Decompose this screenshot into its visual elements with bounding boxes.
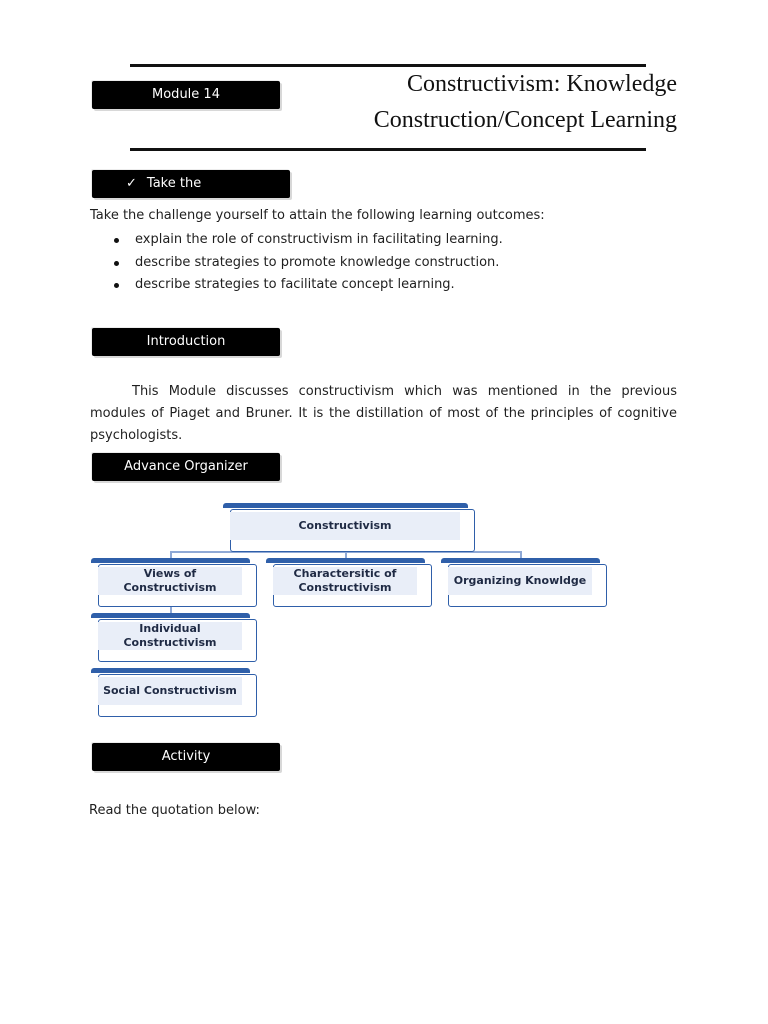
bullet-icon	[114, 283, 119, 288]
bullet-icon	[114, 261, 119, 266]
outcome-text: explain the role of constructivism in facilitating learning.	[135, 232, 503, 247]
introduction-tag: Introduction	[92, 328, 280, 356]
list-item	[110, 229, 503, 252]
challenge-intro: Take the challenge yourself to attain the following learning outcomes:	[90, 208, 545, 223]
outcomes-list	[110, 229, 503, 297]
bottom-rule	[130, 148, 646, 151]
bullet-icon	[114, 238, 119, 243]
node-social-constructivism	[91, 668, 250, 709]
node-individual-constructivism	[91, 613, 250, 654]
list-item	[110, 274, 503, 297]
node-label: Social Constructivism	[98, 677, 242, 705]
outcome-text: describe strategies to facilitate concept learning.	[135, 277, 455, 292]
node-label: Organizing Knowldge	[448, 567, 592, 595]
activity-instruction: Read the quotation below:	[89, 803, 260, 818]
node-views-of-constructivism	[91, 558, 250, 599]
challenge-tag-label: Take the	[146, 176, 202, 191]
introduction-paragraph: This Module discusses constructivism which was mentioned in the previous modules of Piaget and Bruner. It is the distillation of most of the principles of cognitive psychologists.	[90, 384, 677, 443]
challenge-tag	[92, 170, 290, 198]
node-label: Constructivism	[230, 512, 460, 540]
node-label: Charactersitic of Constructivism	[273, 567, 417, 595]
node-label: Individual Constructivism	[98, 622, 242, 650]
node-label: Views of Constructivism	[98, 567, 242, 595]
node-characteristic-of-constructivism	[266, 558, 425, 599]
activity-tag: Activity	[92, 743, 280, 771]
node-constructivism	[223, 503, 468, 544]
top-rule	[130, 64, 646, 67]
title-line-2: Construction/Concept Learning	[373, 107, 677, 133]
title-line-1: Constructivism: Knowledge	[407, 71, 677, 97]
node-organizing-knowledge	[441, 558, 600, 599]
advance-organizer-tag: Advance Organizer	[92, 453, 280, 481]
outcome-text: describe strategies to promote knowledge construction.	[135, 254, 500, 270]
list-item	[110, 252, 503, 275]
check-icon: ✓	[126, 176, 137, 191]
module-label: Module 14	[92, 81, 280, 109]
